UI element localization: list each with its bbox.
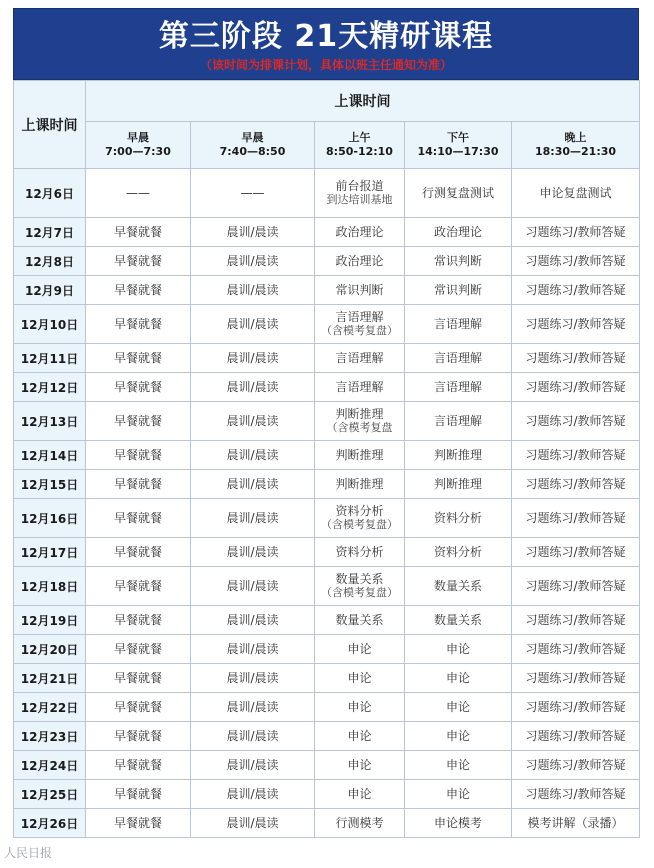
session-text: 晨训/晨读 [226, 816, 279, 830]
session-cell [512, 664, 640, 693]
slot-time: 8:50-12:10 [326, 145, 393, 158]
session-cell [86, 606, 191, 635]
session-cell [315, 499, 405, 538]
session-cell [86, 567, 191, 606]
session-note: （含模考复盘） [321, 518, 398, 531]
time-slot-header [86, 122, 191, 169]
schedule-body [14, 169, 640, 838]
session-text: 申论 [347, 787, 372, 801]
schedule-notice: （该时间为排课计划，具体以班主任通知为准） [199, 58, 452, 72]
session-cell [315, 169, 405, 218]
session-text: 言语理解 [335, 351, 384, 365]
session-cell [191, 606, 315, 635]
session-cell [315, 538, 405, 567]
session-cell [405, 722, 512, 751]
session-cell [191, 499, 315, 538]
table-row [14, 218, 640, 247]
session-text: 数量关系 [433, 579, 482, 593]
session-text: 判断推理 [335, 477, 384, 491]
session-text: 申论 [347, 700, 372, 714]
table-row [14, 567, 640, 606]
slot-time: 14:10—17:30 [417, 145, 499, 158]
session-text: 早餐就餐 [113, 642, 162, 656]
session-text: 言语理解 [433, 317, 482, 331]
session-text: 判断推理 [433, 448, 482, 462]
session-cell [86, 305, 191, 344]
session-cell [191, 693, 315, 722]
session-text: 行测模考 [335, 816, 384, 830]
table-row [14, 373, 640, 402]
session-cell [86, 247, 191, 276]
session-text: 政治理论 [335, 254, 384, 268]
session-text: 习题练习/教师答疑 [525, 579, 626, 593]
time-slot-header [315, 122, 405, 169]
session-text: 习题练习/教师答疑 [525, 380, 626, 394]
session-text: 早餐就餐 [113, 729, 162, 743]
session-text: 早餐就餐 [113, 414, 162, 428]
session-text: 习题练习/教师答疑 [525, 729, 626, 743]
slot-time: 7:40—8:50 [219, 145, 286, 158]
session-text: 晨训/晨读 [226, 511, 279, 525]
session-note: （含模考复盘） [321, 324, 398, 337]
date-cell: 12月13日 [14, 402, 86, 441]
session-cell [86, 470, 191, 499]
date-cell: 12月22日 [14, 693, 86, 722]
session-cell [512, 373, 640, 402]
session-text: 早餐就餐 [113, 477, 162, 491]
session-text: 习题练习/教师答疑 [525, 758, 626, 772]
time-slot-header [191, 122, 315, 169]
session-text: 申论模考 [433, 816, 482, 830]
session-cell [512, 751, 640, 780]
session-text: 言语理解 [433, 380, 482, 394]
session-cell [315, 751, 405, 780]
session-cell [512, 809, 640, 838]
session-text: 早餐就餐 [113, 579, 162, 593]
session-text: 习题练习/教师答疑 [525, 511, 626, 525]
session-text: 晨训/晨读 [226, 579, 279, 593]
session-cell [405, 470, 512, 499]
date-cell: 12月15日 [14, 470, 86, 499]
date-cell: 12月6日 [14, 169, 86, 218]
session-cell [405, 247, 512, 276]
time-slot-header [512, 122, 640, 169]
session-cell [315, 373, 405, 402]
date-cell: 12月21日 [14, 664, 86, 693]
session-cell [512, 169, 640, 218]
session-text: 习题练习/教师答疑 [525, 254, 626, 268]
schedule-page [13, 8, 639, 838]
session-cell [512, 693, 640, 722]
session-text: 晨训/晨读 [226, 671, 279, 685]
session-text: 习题练习/教师答疑 [525, 787, 626, 801]
row-header-label: 上课时间 [14, 81, 86, 169]
session-text: 常识判断 [335, 283, 384, 297]
session-text: 申论 [445, 642, 470, 656]
session-text: 数量关系 [335, 613, 384, 627]
session-cell [405, 402, 512, 441]
session-cell [512, 218, 640, 247]
table-row [14, 247, 640, 276]
session-cell [86, 693, 191, 722]
session-text: —— [126, 186, 150, 200]
date-cell: 12月9日 [14, 276, 86, 305]
table-row [14, 538, 640, 567]
page-title: 第三阶段 21天精研课程 [158, 19, 494, 54]
session-text: 申论 [445, 787, 470, 801]
session-cell [315, 218, 405, 247]
session-cell [315, 693, 405, 722]
session-text: 资料分析 [335, 504, 384, 518]
session-cell [405, 567, 512, 606]
session-cell [191, 402, 315, 441]
date-cell: 12月16日 [14, 499, 86, 538]
table-row [14, 722, 640, 751]
session-cell [405, 664, 512, 693]
time-slot-header-row [14, 122, 640, 169]
table-row [14, 780, 640, 809]
session-text: 早餐就餐 [113, 545, 162, 559]
session-text: 早餐就餐 [113, 613, 162, 627]
session-text: 习题练习/教师答疑 [525, 613, 626, 627]
slot-name: 下午 [447, 131, 469, 144]
slot-name: 晚上 [564, 131, 587, 144]
schedule-table [13, 80, 640, 838]
session-text: 言语理解 [433, 351, 482, 365]
session-cell [512, 247, 640, 276]
session-text: 习题练习/教师答疑 [525, 225, 626, 239]
session-note: （含模考复盘） [321, 586, 398, 599]
session-cell [512, 635, 640, 664]
session-text: 申论 [445, 671, 470, 685]
session-text: 晨训/晨读 [226, 758, 279, 772]
session-cell [405, 305, 512, 344]
session-text: 早餐就餐 [113, 351, 162, 365]
session-cell [405, 218, 512, 247]
session-cell [86, 722, 191, 751]
session-cell [86, 635, 191, 664]
session-text: 申论复盘测试 [539, 186, 612, 200]
session-text: 早餐就餐 [113, 254, 162, 268]
session-cell [512, 402, 640, 441]
session-cell [191, 218, 315, 247]
session-text: 早餐就餐 [113, 511, 162, 525]
session-cell [86, 538, 191, 567]
date-cell: 12月17日 [14, 538, 86, 567]
session-cell [315, 809, 405, 838]
session-text: 申论 [445, 700, 470, 714]
session-cell [86, 441, 191, 470]
slot-time: 7:00—7:30 [105, 145, 171, 158]
date-cell: 12月26日 [14, 809, 86, 838]
session-text: 常识判断 [433, 254, 482, 268]
session-text: 晨训/晨读 [226, 642, 279, 656]
session-cell [512, 305, 640, 344]
session-cell [315, 722, 405, 751]
session-cell [191, 247, 315, 276]
table-row [14, 606, 640, 635]
session-text: 申论 [445, 729, 470, 743]
session-text: 晨训/晨读 [226, 787, 279, 801]
session-cell [405, 344, 512, 373]
session-cell [86, 373, 191, 402]
session-cell [191, 305, 315, 344]
session-cell [86, 664, 191, 693]
session-cell [191, 635, 315, 664]
session-cell [512, 722, 640, 751]
session-cell [512, 470, 640, 499]
session-cell [191, 373, 315, 402]
date-cell: 12月7日 [14, 218, 86, 247]
session-text: 晨训/晨读 [226, 448, 279, 462]
session-cell [315, 635, 405, 664]
session-cell [191, 780, 315, 809]
session-text: 晨训/晨读 [226, 613, 279, 627]
date-cell: 12月20日 [14, 635, 86, 664]
table-row [14, 693, 640, 722]
session-cell [315, 402, 405, 441]
date-cell: 12月14日 [14, 441, 86, 470]
time-slot-header [405, 122, 512, 169]
session-text: 习题练习/教师答疑 [525, 477, 626, 491]
session-text: 资料分析 [433, 545, 482, 559]
date-cell: 12月18日 [14, 567, 86, 606]
session-text: 前台报道 [335, 179, 384, 193]
session-cell [405, 373, 512, 402]
session-cell [191, 441, 315, 470]
table-row [14, 809, 640, 838]
time-group-header: 上课时间 [86, 81, 640, 122]
session-cell [315, 305, 405, 344]
table-row [14, 470, 640, 499]
session-text: 申论 [347, 671, 372, 685]
session-cell [86, 751, 191, 780]
session-cell [191, 664, 315, 693]
session-cell [405, 809, 512, 838]
session-cell [86, 218, 191, 247]
session-cell [315, 664, 405, 693]
table-row [14, 344, 640, 373]
session-cell [405, 538, 512, 567]
session-text: 申论 [347, 758, 372, 772]
session-text: 数量关系 [335, 572, 384, 586]
session-cell [405, 441, 512, 470]
date-cell: 12月10日 [14, 305, 86, 344]
session-cell [405, 780, 512, 809]
session-cell [86, 169, 191, 218]
session-text: 早餐就餐 [113, 225, 162, 239]
session-cell [512, 344, 640, 373]
session-text: 判断推理 [433, 477, 482, 491]
session-cell [512, 567, 640, 606]
table-row [14, 305, 640, 344]
session-cell [86, 344, 191, 373]
title-banner [13, 8, 639, 80]
table-row [14, 169, 640, 218]
slot-time: 18:30—21:30 [535, 145, 617, 158]
session-text: 申论 [445, 758, 470, 772]
session-text: 早餐就餐 [113, 816, 162, 830]
session-cell [191, 169, 315, 218]
session-cell [405, 499, 512, 538]
session-text: 早餐就餐 [113, 758, 162, 772]
session-cell [315, 247, 405, 276]
table-row [14, 276, 640, 305]
session-cell [512, 276, 640, 305]
session-cell [405, 635, 512, 664]
table-row [14, 664, 640, 693]
session-cell [512, 441, 640, 470]
session-text: 习题练习/教师答疑 [525, 700, 626, 714]
session-text: 模考讲解（录播） [527, 816, 624, 830]
slot-name: 早晨 [127, 131, 149, 144]
session-cell [191, 470, 315, 499]
session-text: 资料分析 [433, 511, 482, 525]
session-cell [86, 780, 191, 809]
date-cell: 12月8日 [14, 247, 86, 276]
session-cell [86, 402, 191, 441]
session-text: 言语理解 [335, 380, 384, 394]
session-text: 晨训/晨读 [226, 283, 279, 297]
session-cell [191, 538, 315, 567]
session-cell [191, 344, 315, 373]
session-cell [315, 470, 405, 499]
session-text: 习题练习/教师答疑 [525, 283, 626, 297]
session-cell [191, 567, 315, 606]
session-cell [86, 809, 191, 838]
session-text: 习题练习/教师答疑 [525, 317, 626, 331]
table-row [14, 441, 640, 470]
table-row [14, 499, 640, 538]
session-cell [405, 169, 512, 218]
session-text: 晨训/晨读 [226, 380, 279, 394]
session-note: （含模考复盘 [326, 421, 393, 434]
session-cell [315, 441, 405, 470]
session-cell [405, 606, 512, 635]
session-text: 习题练习/教师答疑 [525, 414, 626, 428]
session-text: 晨训/晨读 [226, 317, 279, 331]
session-text: 晨训/晨读 [226, 729, 279, 743]
session-cell [191, 722, 315, 751]
date-cell: 12月12日 [14, 373, 86, 402]
session-text: 数量关系 [433, 613, 482, 627]
session-text: 判断推理 [335, 407, 384, 421]
session-cell [315, 567, 405, 606]
session-text: 习题练习/教师答疑 [525, 642, 626, 656]
session-cell [315, 606, 405, 635]
session-text: —— [240, 186, 265, 200]
session-text: 早餐就餐 [113, 448, 162, 462]
date-cell: 12月25日 [14, 780, 86, 809]
session-text: 言语理解 [335, 310, 384, 324]
session-cell [512, 606, 640, 635]
session-cell [315, 344, 405, 373]
session-text: 申论 [347, 729, 372, 743]
session-text: 判断推理 [335, 448, 384, 462]
session-cell [512, 780, 640, 809]
date-cell: 12月11日 [14, 344, 86, 373]
session-cell [86, 499, 191, 538]
slot-name: 早晨 [241, 131, 264, 144]
session-cell [86, 276, 191, 305]
session-text: 晨训/晨读 [226, 254, 279, 268]
session-text: 习题练习/教师答疑 [525, 351, 626, 365]
session-cell [315, 780, 405, 809]
session-text: 习题练习/教师答疑 [525, 545, 626, 559]
date-cell: 12月24日 [14, 751, 86, 780]
session-text: 早餐就餐 [113, 700, 162, 714]
session-text: 资料分析 [335, 545, 384, 559]
date-cell: 12月19日 [14, 606, 86, 635]
session-cell [191, 809, 315, 838]
session-text: 晨训/晨读 [226, 477, 279, 491]
session-text: 晨训/晨读 [226, 351, 279, 365]
session-cell [405, 751, 512, 780]
session-text: 行测复盘测试 [421, 186, 494, 200]
session-text: 晨训/晨读 [226, 414, 279, 428]
table-row [14, 635, 640, 664]
session-text: 政治理论 [433, 225, 482, 239]
session-cell [191, 751, 315, 780]
session-cell [512, 538, 640, 567]
session-text: 常识判断 [433, 283, 482, 297]
table-row [14, 402, 640, 441]
session-cell [315, 276, 405, 305]
session-text: 晨训/晨读 [226, 545, 279, 559]
watermark: 人民日报 [4, 846, 53, 860]
session-text: 晨训/晨读 [226, 700, 279, 714]
session-text: 早餐就餐 [113, 283, 162, 297]
session-text: 早餐就餐 [113, 671, 162, 685]
session-note: 到达培训基地 [326, 193, 393, 206]
session-text: 政治理论 [335, 225, 384, 239]
date-cell: 12月23日 [14, 722, 86, 751]
slot-name: 上午 [348, 131, 371, 144]
session-text: 言语理解 [433, 414, 482, 428]
session-text: 习题练习/教师答疑 [525, 448, 626, 462]
session-cell [405, 276, 512, 305]
session-text: 早餐就餐 [113, 787, 162, 801]
session-text: 晨训/晨读 [226, 225, 279, 239]
session-cell [191, 276, 315, 305]
session-text: 习题练习/教师答疑 [525, 671, 626, 685]
session-text: 早餐就餐 [113, 380, 162, 394]
session-cell [512, 499, 640, 538]
session-cell [405, 693, 512, 722]
session-text: 申论 [347, 642, 372, 656]
session-text: 早餐就餐 [113, 317, 162, 331]
table-row [14, 751, 640, 780]
